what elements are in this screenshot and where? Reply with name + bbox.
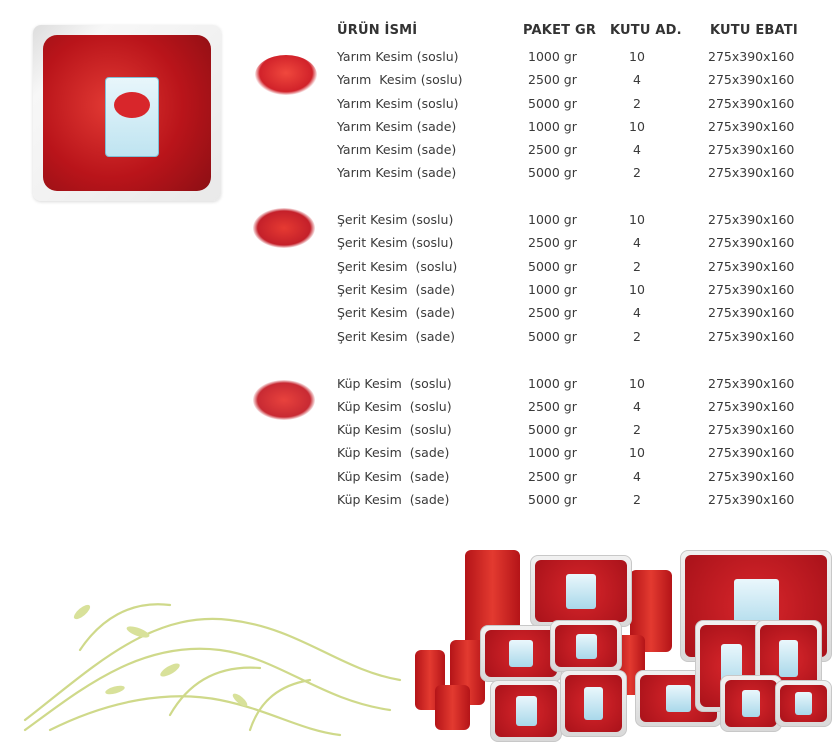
tray-label [516, 696, 537, 726]
tray-label [509, 640, 533, 668]
package-gr-cell: 5000 gr [528, 492, 577, 507]
product-name-cell: Yarım Kesim (soslu) [337, 72, 463, 87]
pack-label [105, 77, 159, 157]
box-count-cell: 10 [629, 282, 645, 297]
product-name-cell: Şerit Kesim (sade) [337, 282, 456, 297]
box-size-cell: 275x390x160 [708, 445, 795, 460]
box-count-cell: 10 [629, 376, 645, 391]
product-name-cell: Küp Kesim (soslu) [337, 376, 452, 391]
product-name-cell: Şerit Kesim (sade) [337, 305, 456, 320]
box-size-cell: 275x390x160 [708, 399, 795, 414]
product-name-cell: Şerit Kesim (soslu) [337, 235, 454, 250]
box-size-cell: 275x390x160 [708, 422, 795, 437]
table-row [337, 259, 807, 279]
package-gr-cell: 1000 gr [528, 282, 577, 297]
product-name-cell: Küp Kesim (sade) [337, 492, 450, 507]
pack-label-tomato [114, 92, 150, 118]
box-count-cell: 4 [633, 142, 641, 157]
product-name-cell: Yarım Kesim (soslu) [337, 96, 459, 111]
product-name-cell: Küp Kesim (soslu) [337, 422, 452, 437]
box-size-cell: 275x390x160 [708, 282, 795, 297]
package-gr-cell: 2500 gr [528, 399, 577, 414]
package-gr-cell: 5000 gr [528, 96, 577, 111]
box-count-cell: 4 [633, 399, 641, 414]
box-count-cell: 2 [633, 329, 641, 344]
header-package-gr: PAKET GR [523, 23, 597, 38]
box-count-cell: 2 [633, 422, 641, 437]
tray-label [742, 690, 760, 718]
product-name-cell: Küp Kesim (sade) [337, 469, 450, 484]
box-size-cell: 275x390x160 [708, 259, 795, 274]
table-row [337, 72, 807, 92]
package-gr-cell: 2500 gr [528, 72, 577, 87]
package-gr-cell: 1000 gr [528, 376, 577, 391]
table-row [337, 96, 807, 116]
package-gr-cell: 1000 gr [528, 212, 577, 227]
box-size-cell: 275x390x160 [708, 119, 795, 134]
package-gr-cell: 5000 gr [528, 165, 577, 180]
vacuum-pack-image [33, 25, 221, 201]
strip-cut-tomato-image [253, 208, 315, 248]
tray-4 [560, 670, 627, 737]
cube-cut-tomato-image [253, 380, 315, 420]
product-name-cell: Şerit Kesim (sade) [337, 329, 456, 344]
table-row [337, 49, 807, 69]
table-row [337, 329, 807, 349]
box-count-cell: 2 [633, 96, 641, 111]
product-name-cell: Şerit Kesim (soslu) [337, 212, 454, 227]
table-row [337, 142, 807, 162]
table-row [337, 165, 807, 185]
box-count-cell: 2 [633, 165, 641, 180]
box-count-cell: 2 [633, 259, 641, 274]
product-name-cell: Yarım Kesim (sade) [337, 165, 457, 180]
package-gr-cell: 1000 gr [528, 49, 577, 64]
vacuum-pack-1 [530, 555, 632, 627]
package-gr-cell: 2500 gr [528, 469, 577, 484]
tray-label [576, 634, 597, 659]
package-gr-cell: 1000 gr [528, 445, 577, 460]
package-gr-cell: 1000 gr [528, 119, 577, 134]
tray-label [566, 574, 596, 609]
header-box-count: KUTU AD. [610, 23, 682, 38]
box-size-cell: 275x390x160 [708, 212, 795, 227]
product-name-cell: Yarım Kesim (soslu) [337, 49, 459, 64]
table-row [337, 492, 807, 512]
product-name-cell: Şerit Kesim (soslu) [337, 259, 458, 274]
package-gr-cell: 5000 gr [528, 422, 577, 437]
table-row [337, 469, 807, 489]
table-row [337, 445, 807, 465]
package-gr-cell: 5000 gr [528, 259, 577, 274]
floral-swirl-decoration [20, 580, 405, 740]
box-size-cell: 275x390x160 [708, 72, 795, 87]
small-jar-4 [435, 685, 470, 730]
table-row [337, 422, 807, 442]
box-count-cell: 10 [629, 445, 645, 460]
box-count-cell: 4 [633, 235, 641, 250]
table-row [337, 235, 807, 255]
box-size-cell: 275x390x160 [708, 96, 795, 111]
box-size-cell: 275x390x160 [708, 305, 795, 320]
box-count-cell: 2 [633, 492, 641, 507]
table-row [337, 399, 807, 419]
tray-label [584, 687, 604, 720]
box-size-cell: 275x390x160 [708, 49, 795, 64]
box-size-cell: 275x390x160 [708, 492, 795, 507]
box-size-cell: 275x390x160 [708, 329, 795, 344]
product-name-cell: Yarım Kesim (sade) [337, 119, 457, 134]
box-size-cell: 275x390x160 [708, 165, 795, 180]
table-row [337, 305, 807, 325]
product-name-cell: Küp Kesim (soslu) [337, 399, 452, 414]
box-count-cell: 10 [629, 49, 645, 64]
half-cut-tomato-image [255, 55, 317, 95]
box-count-cell: 4 [633, 305, 641, 320]
box-count-cell: 10 [629, 119, 645, 134]
table-row [337, 212, 807, 232]
box-count-cell: 10 [629, 212, 645, 227]
product-name-cell: Küp Kesim (sade) [337, 445, 450, 460]
box-size-cell: 275x390x160 [708, 235, 795, 250]
table-row [337, 119, 807, 139]
box-size-cell: 275x390x160 [708, 376, 795, 391]
box-size-cell: 275x390x160 [708, 469, 795, 484]
tray-label [666, 685, 692, 713]
header-box-size: KUTU EBATI [710, 23, 798, 38]
table-row [337, 282, 807, 302]
package-gr-cell: 2500 gr [528, 142, 577, 157]
package-gr-cell: 2500 gr [528, 305, 577, 320]
table-row [337, 376, 807, 396]
box-count-cell: 4 [633, 469, 641, 484]
tray-3 [490, 680, 562, 742]
product-range-image [410, 540, 837, 751]
package-gr-cell: 2500 gr [528, 235, 577, 250]
tray-label [779, 640, 799, 678]
tray-label [795, 692, 812, 715]
box-count-cell: 4 [633, 72, 641, 87]
tray-2 [550, 620, 622, 672]
product-name-cell: Yarım Kesim (sade) [337, 142, 457, 157]
tray-9 [775, 680, 832, 727]
package-gr-cell: 5000 gr [528, 329, 577, 344]
header-product-name: ÜRÜN İSMİ [337, 23, 418, 38]
box-size-cell: 275x390x160 [708, 142, 795, 157]
pack-tomatoes [43, 35, 211, 191]
tray-8 [720, 675, 782, 732]
